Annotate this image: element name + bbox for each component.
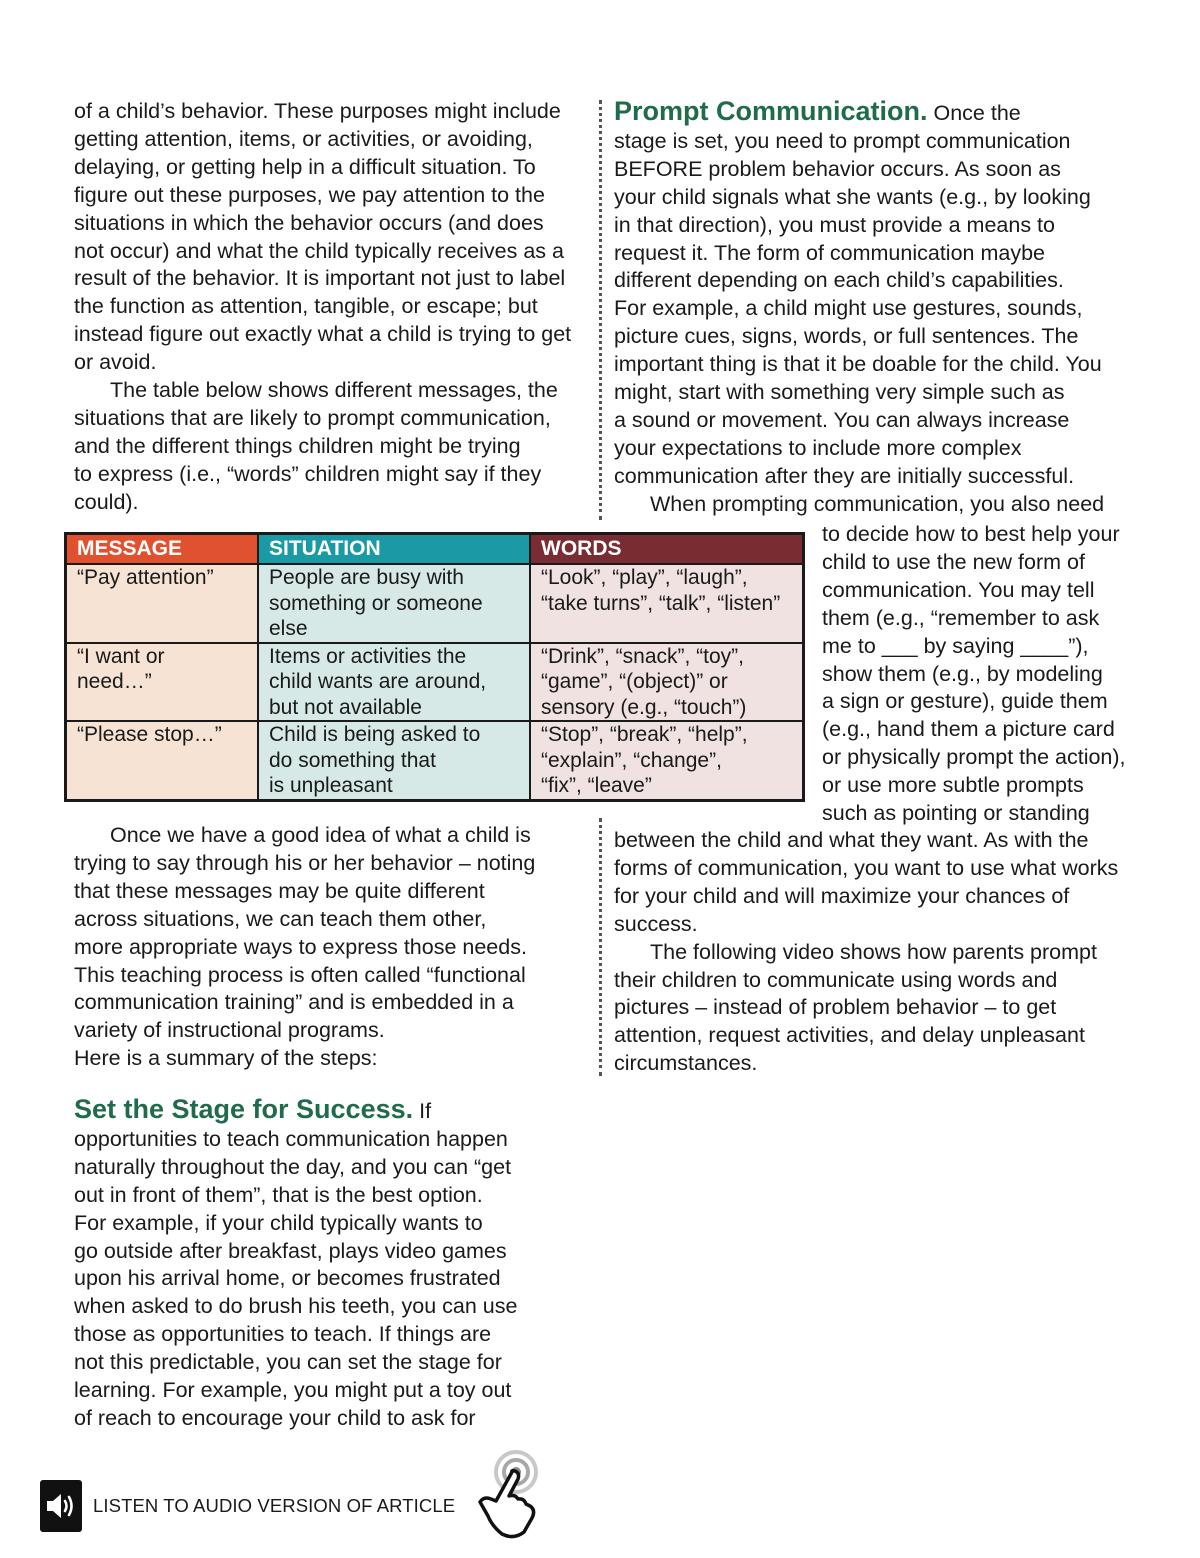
table-row <box>66 564 804 643</box>
section-lead: If <box>419 1099 432 1123</box>
audio-label[interactable]: LISTEN TO AUDIO VERSION OF ARTICLE <box>93 1495 456 1516</box>
cell-situation: People are busy with something or someone else <box>258 564 530 643</box>
prompt-heading: Prompt Communication. <box>614 96 928 126</box>
prompting-wrap-text <box>822 521 1162 828</box>
header-words: WORDS <box>530 534 804 565</box>
section-body: opportunities to teach communication happen naturally throughout the day, and you can “get out in front of them”, that is the best option. For example, if your child typically wants to go outside after breakfast, plays video games upon his arrival home, or becomes frustrated when asked to do brush his teeth, you can use those as opportunities to teach. If things are not this predictable, you can set the stage for learning. For example, you might put a toy out of reach to encourage your child to ask for <box>74 1126 518 1430</box>
video-paragraph: The following video shows how parents prompt their children to communicate using words and pictures – instead of problem behavior – to get attention, request activities, and delay unpleasant circumstances. <box>614 939 1097 1076</box>
header-message: MESSAGE <box>66 534 259 565</box>
prompt-body: stage is set, you need to prompt communication BEFORE problem behavior occurs. As soon as your child signals what she wants (e.g., by looking in that direction), you must provide a means to request it. The form of communication maybe different depending on each child’s capabilities. For example, a child might use gestures, sounds, picture cues, signs, words, or full sentences. The important thing is that it be doable for the child. You might, start with something very simple such as a sound or movement. You can always increase your expectations to include more complex communication after they are initially successful. <box>614 128 1102 488</box>
section-heading: Set the Stage for Success. <box>74 1094 414 1124</box>
left-column-middle <box>74 822 594 1073</box>
pointing-hand-icon[interactable] <box>462 1446 542 1542</box>
prompt-lead: Once the <box>933 101 1021 125</box>
cell-message: “Please stop…” <box>66 721 259 800</box>
set-stage-section <box>74 1096 594 1433</box>
column-divider <box>599 100 602 520</box>
table-row <box>66 643 804 722</box>
table-intro-paragraph: The table below shows different messages, the situations that are likely to prompt communication, and the different things children might be trying to express (i.e., “words” children might say if they could). <box>74 378 558 514</box>
prompting-end: between the child and what they want. As with the forms of communication, you want to use what works for your child and will maximize your chances of success. <box>614 828 1119 936</box>
column-divider <box>599 818 602 1076</box>
intro-paragraph: of a child’s behavior. These purposes might include getting attention, items, or activities, or avoiding, delaying, or getting help in a difficult situation. To figure out these purposes, we pay attention to the situations in which the behavior occurs (and does not occur) and what the child typically receives as a result of the behavior. It is important not just to label the function as attention, tangible, or escape; but instead figure out exactly what a child is trying to get or avoid. <box>74 99 572 375</box>
cell-message: “Pay attention” <box>66 564 259 643</box>
audio-link[interactable] <box>40 1480 455 1532</box>
cell-words: “Drink”, “snack”, “toy”, “game”, “(object)” or sensory (e.g., “touch”) <box>530 643 804 722</box>
cell-words: “Stop”, “break”, “help”, “explain”, “change”, “fix”, “leave” <box>530 721 804 800</box>
after-table-paragraph: Once we have a good idea of what a child is trying to say through his or her behavior – noting that these messages may be quite different across situations, we can teach them other, more appropriate ways to express those needs. This teaching process is often called “functional communication training” and is embedded in a variety of instructional programs. <box>74 823 536 1043</box>
prompt-communication-section <box>614 98 1154 519</box>
left-column-top <box>74 98 594 517</box>
cell-words: “Look”, “play”, “laugh”, “take turns”, “talk”, “listen” <box>530 564 804 643</box>
cell-situation: Items or activities the child wants are around, but not available <box>258 643 530 722</box>
table-row <box>66 721 804 800</box>
header-situation: SITUATION <box>258 534 530 565</box>
prompting-wrap: to decide how to best help your child to use the new form of communication. You may tell them (e.g., “remember to ask me to ___ by saying ____”), show them (e.g., by modeling a sign or gesture), guide them (e.g., hand them a picture card or physically prompt the action), or use more subtle prompts such as pointing or standing <box>822 522 1126 826</box>
prompting-start: When prompting communication, you also need <box>650 491 1105 516</box>
cell-message: “I want or need…” <box>66 643 259 722</box>
right-column-bottom <box>614 827 1154 1078</box>
speaker-icon[interactable] <box>40 1480 82 1532</box>
summary-line: Here is a summary of the steps: <box>74 1046 378 1071</box>
table-header-row <box>66 534 804 565</box>
cell-situation: Child is being asked to do something that is unpleasant <box>258 721 530 800</box>
message-table <box>64 532 805 802</box>
